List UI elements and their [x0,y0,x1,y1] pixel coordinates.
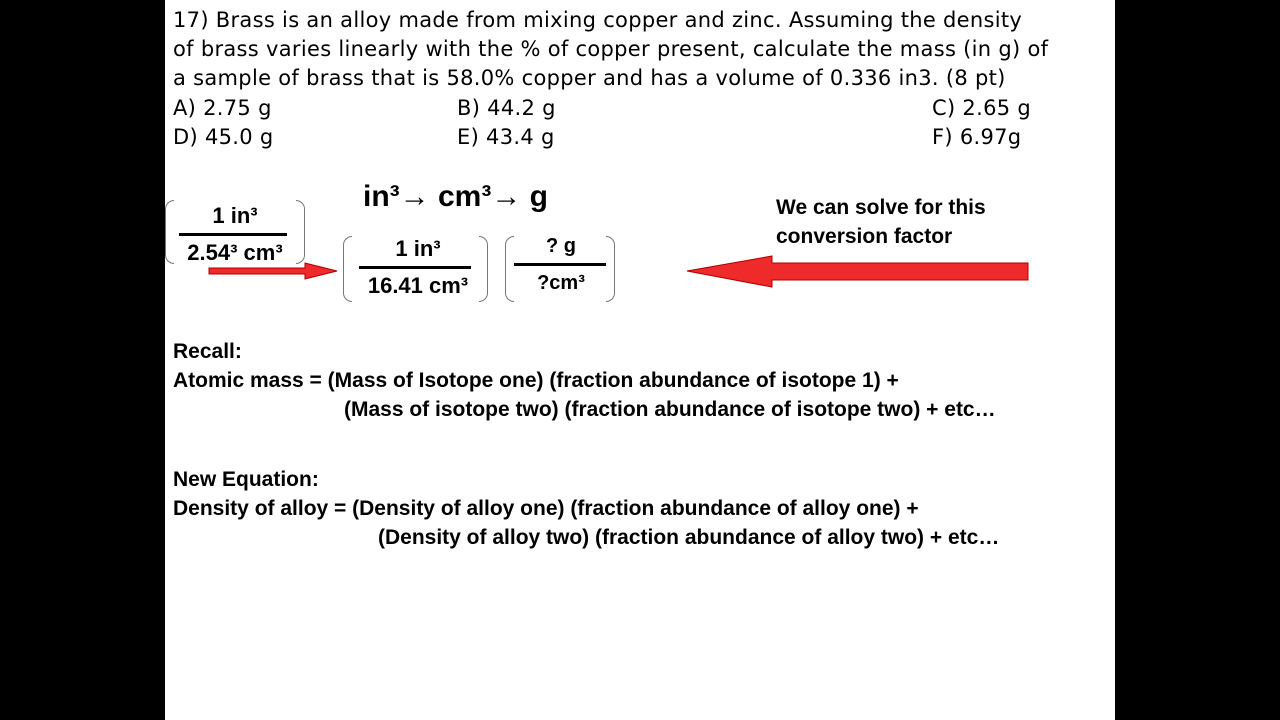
new-equation-line-1: Density of alloy = (Density of alloy one) (fraction abundance of alloy one) + [173,497,919,520]
large-left-arrow-icon [687,256,1028,287]
fraction-3-numerator: ? g [546,235,576,257]
recall-heading: Recall: [173,340,242,363]
question-line-2: of brass varies linearly with the % of copper present, calculate the mass (in g) of [173,37,1049,61]
question-line-3: a sample of brass that is 58.0% copper and has a volume of 0.336 in3. (8 pt) [173,66,1006,90]
note-line-1: We can solve for this [776,196,986,219]
recall-line-1: Atomic mass = (Mass of Isotope one) (fraction abundance of isotope 1) + [173,369,899,392]
question-line-1: 17) Brass is an alloy made from mixing copper and zinc. Assuming the density [173,8,1023,32]
new-equation-heading: New Equation: [173,468,319,491]
fraction-2-denominator: 16.41 cm³ [367,273,469,298]
choice-d: D) 45.0 g [173,125,274,149]
choice-a: A) 2.75 g [173,96,272,120]
recall-line-2: (Mass of isotope two) (fraction abundance of isotope two) + etc… [344,398,996,421]
choice-f: F) 6.97g [932,125,1022,149]
fraction-2-numerator: 1 in³ [395,236,441,261]
fraction-3-denominator: ?cm³ [537,272,585,294]
slide [165,0,1115,720]
note-line-2: conversion factor [776,225,953,248]
choice-e: E) 43.4 g [457,125,555,149]
fraction-1-denominator: 2.54³ cm³ [187,240,283,265]
choice-b: B) 44.2 g [457,96,556,120]
arrows-layer [165,0,1115,720]
choice-c: C) 2.65 g [932,96,1031,120]
small-right-arrow-icon [209,263,337,279]
conversion-path: in³→ cm³→ g [363,180,548,213]
new-equation-line-2: (Density of alloy two) (fraction abundance of alloy two) + etc… [378,526,1000,549]
fraction-1-numerator: 1 in³ [212,203,258,228]
